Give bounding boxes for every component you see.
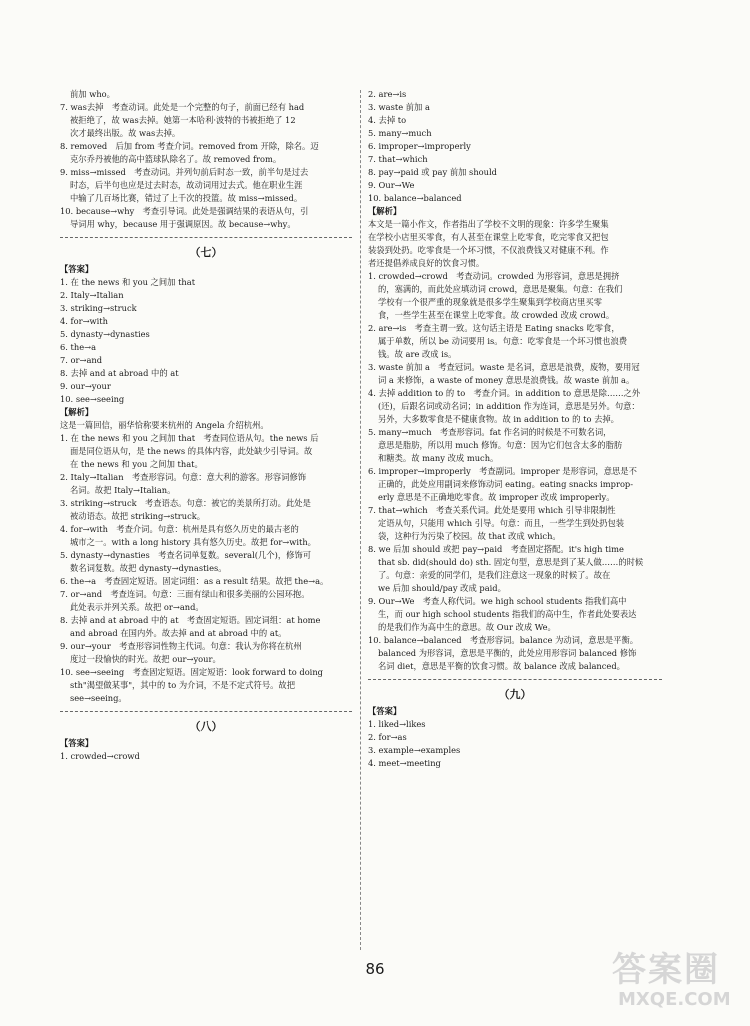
text-line: 7. or→and bbox=[60, 355, 103, 365]
text-line: we 后加 should/pay 改成 paid。 bbox=[378, 583, 506, 593]
text-line: 4. 去掉 to bbox=[368, 115, 407, 125]
text-line: 钱。故 are 改成 is。 bbox=[378, 349, 457, 359]
text-line: 本文是一篇小作文，作者指出了学校不文明的现象：许多学生聚集 bbox=[368, 219, 609, 229]
text-line: 被动语态。故把 striking→struck。 bbox=[70, 511, 206, 521]
text-line: 此处表示并列关系。故把 or→and。 bbox=[70, 602, 204, 612]
text-line: 面是同位语从句，是 the news 的具体内容，此处缺少引导词。故 bbox=[70, 446, 313, 456]
text-line: 1. 在 the news 和 you 之间加 that 考查同位语从句。the news 后 bbox=[60, 433, 319, 443]
text-line: 另外，大多数零食是不健康食物。故 in addition to 的 to 去掉。 bbox=[378, 414, 619, 424]
text-line: 8. pay→paid 或 pay 前加 should bbox=[368, 167, 497, 177]
text-line: and abroad 在国内外。故去掉 and at abroad 中的 at。 bbox=[70, 628, 287, 638]
text-line: 名词 diet，意思是平衡的饮食习惯。故 balance 改成 balanced。 bbox=[378, 661, 625, 671]
section-title: （九） bbox=[498, 688, 532, 701]
text-line: 生，而 our high school students 指我们的高中生，作者此处要表达 bbox=[378, 609, 637, 619]
text-line: 导词用 why，because 用于强调原因。故 because→why。 bbox=[70, 219, 296, 229]
text-line: 1. crowded→crowd 考查动词。crowded 为形容词，意思是拥挤 bbox=[368, 271, 620, 281]
text-line: 8. removed 后加 from 考查介词。removed from 开除，除名。迈 bbox=[60, 141, 319, 151]
text-line: 4. for→with bbox=[60, 316, 108, 326]
page-number: 86 bbox=[365, 960, 385, 978]
text-line: 6. improper→improperly bbox=[368, 141, 471, 151]
section-divider bbox=[368, 679, 662, 680]
text-line: that sb. did(should do) sth. 固定句型，意思是到了某人做……的时候 bbox=[378, 557, 644, 567]
text-line: 2. are→is 考查主谓一致。这句话主语是 Eating snacks 吃零食， bbox=[368, 323, 620, 333]
text-line: 在 the news 和 you 之间加 that。 bbox=[70, 459, 203, 469]
text-line: 和糖类。故 many 改成 much。 bbox=[378, 453, 499, 463]
text-line: 的是我们作为高中生的意思。故 Our 改成 We。 bbox=[378, 622, 556, 632]
text-line: 6. the→a 考查固定短语。固定词组：as a result 结果。故把 the→a。 bbox=[60, 576, 329, 586]
text-line: 7. that→which bbox=[368, 154, 428, 164]
text-line: 9. our→your 考查形容词性物主代词。句意：我认为你将在杭州 bbox=[60, 641, 302, 651]
text-line: erly 意思是不正确地吃零食。故 improper 改成 improperly。 bbox=[378, 492, 615, 502]
watermark-url: MXQE.COM bbox=[618, 989, 731, 1010]
text-line: 被拒绝了，故 was去掉。她第一本哈利·波特的书被拒绝了 12 bbox=[70, 115, 296, 125]
section-label: 【解析】 bbox=[60, 407, 94, 417]
text-line: 1. 在 the news 和 you 之间加 that bbox=[60, 277, 196, 287]
text-line: 前加 who。 bbox=[70, 89, 115, 99]
text-line: 学校有一个很严重的现象就是很多学生聚集到学校商店里买零 bbox=[378, 297, 603, 307]
text-line: 9. miss→missed 考查动词。并列句前后时态一致，前半句是过去 bbox=[60, 167, 309, 177]
text-line: 次才最终出版。故 was去掉。 bbox=[70, 128, 181, 138]
text-line: 5. dynasty→dynasties bbox=[60, 329, 150, 339]
text-line: 9. Our→We bbox=[368, 180, 415, 190]
text-line: 5. many→much bbox=[368, 128, 432, 138]
text-line: 9. our→your bbox=[60, 381, 111, 391]
text-line: 10. balance→balanced 考查形容词。balance 为动词，意思是平衡。 bbox=[368, 635, 639, 645]
section-title: （八） bbox=[189, 720, 223, 733]
watermark-logo bbox=[612, 950, 742, 1020]
text-line: 10. balance→balanced bbox=[368, 193, 462, 203]
column-divider bbox=[360, 90, 361, 950]
text-line: 4. for→with 考查介词。句意：杭州是具有悠久历史的最古老的 bbox=[60, 524, 299, 534]
text-line: 在学校小店里买零食，有人甚至在课堂上吃零食，吃完零食又把包 bbox=[368, 232, 609, 242]
section-label: 【答案】 bbox=[60, 738, 94, 748]
right-column bbox=[368, 88, 662, 770]
text-line: 5. dynasty→dynasties 考查名词单复数。several(几个)，修饰可 bbox=[60, 550, 312, 560]
section-title: （七） bbox=[189, 246, 223, 259]
text-line: 7. or→and 考查连词。句意：三面有绿山和很多美丽的公园环抱。 bbox=[60, 589, 310, 599]
text-line: 这是一篇回信，丽华恰称要来杭州的 Angela 介绍杭州。 bbox=[60, 420, 269, 430]
text-line: 5. many→much 考查形容词。fat 作名词的时候是不可数名词， bbox=[368, 427, 612, 437]
text-line: 2. are→is bbox=[368, 89, 407, 99]
text-line: 8. we 后加 should 或把 pay→paid 考查固定搭配。it's high time bbox=[368, 544, 624, 554]
text-line: 袋，这种行为污染了校园。故 that 改成 which。 bbox=[378, 531, 561, 541]
text-line: 8. 去掉 and at abroad 中的 at 考查固定短语。固定词组：at home bbox=[60, 615, 321, 625]
text-line: 2. for→as bbox=[368, 732, 407, 742]
text-line: 的，塞满的，而此处应填动词 crowd，意思是聚集。句意：在我们 bbox=[378, 284, 623, 294]
text-line: 4. meet→meeting bbox=[368, 758, 441, 768]
section-divider bbox=[60, 237, 352, 238]
text-line: 10. see→seeing 考查固定短语。固定短语：look forward to doing bbox=[60, 667, 323, 677]
text-line: 属于单数，所以 be 动词要用 is。句意：吃零食是一个坏习惯也浪费 bbox=[378, 336, 628, 346]
left-column bbox=[60, 88, 352, 763]
text-line: 10. because→why 考查引导词。此处是强调结果的表语从句，引 bbox=[60, 206, 309, 216]
text-line: 城市之一。with a long history 具有悠久历史。故把 for→with。 bbox=[70, 537, 316, 547]
text-line: 7. was去掉 考查动词。此处是一个完整的句子，前面已经有 had bbox=[60, 102, 305, 112]
text-line: 克尔乔丹被他的高中篮球队除名了。故 removed from。 bbox=[70, 154, 282, 164]
watermark-text: 答案圈 bbox=[612, 950, 720, 990]
section-label: 【解析】 bbox=[368, 206, 402, 216]
text-line: 食，一些学生甚至在课堂上吃零食。故 crowded 改成 crowd。 bbox=[378, 310, 615, 320]
text-line: 3. striking→struck 考查语态。句意：被它的美景所打动。此处是 bbox=[60, 498, 311, 508]
text-line: 7. that→which 考查关系代词。此处是要用 which 引导非限制性 bbox=[368, 505, 616, 515]
text-line: 意思是脂肪，所以用 much 修饰。句意：因为它们包含太多的脂肪 bbox=[378, 440, 623, 450]
text-line: 1. crowded→crowd bbox=[60, 751, 140, 761]
text-line: sth"渴望做某事"，其中的 to 为介词，不是不定式符号。故把 bbox=[70, 680, 296, 690]
text-line: 正确的，此处应用副词来修饰动词 eating。eating snacks improp- bbox=[378, 479, 634, 489]
text-line: (还)，后跟名词或动名词；in addition 作为连词，意思是另外。句意： bbox=[378, 401, 640, 411]
text-line: 词 a 来修饰，a waste of money 意思是浪费钱。故 waste 前加 a。 bbox=[378, 375, 635, 385]
text-line: 2. Italy→Italian 考查形容词。句意：意大利的游客。形容词修饰 bbox=[60, 472, 307, 482]
text-line: 4. 去掉 addition to 的 to 考查介词。in addition to 意思是除……之外 bbox=[368, 388, 641, 398]
text-line: 1. liked→likes bbox=[368, 719, 426, 729]
text-line: 3. striking→struck bbox=[60, 303, 137, 313]
text-line: 了。句意：亲爱的同学们，是我们注意这一现象的时候了。故在 bbox=[378, 570, 611, 580]
text-line: 名词。故把 Italy→Italian。 bbox=[70, 485, 176, 495]
text-line: 3. example→examples bbox=[368, 745, 461, 755]
text-line: 6. the→a bbox=[60, 342, 97, 352]
text-line: 中输了几百场比赛，错过了上千次的投篮。故 miss→missed。 bbox=[70, 193, 303, 203]
text-line: 度过一段愉快的时光。故把 our→your。 bbox=[70, 654, 221, 664]
text-line: 8. 去掉 and at abroad 中的 at bbox=[60, 368, 179, 378]
text-line: 3. waste 前加 a 考查冠词。waste 是名词，意思是浪费，废物，要用冠 bbox=[368, 362, 640, 372]
section-label: 【答案】 bbox=[368, 706, 402, 716]
text-line: 定语从句，只能用 which 引导。句意：而且，一些学生到处扔包装 bbox=[378, 518, 625, 528]
text-line: balanced 为形容词，意思是平衡的，此处应用形容词 balanced 修饰 bbox=[378, 648, 637, 658]
section-divider bbox=[60, 711, 352, 712]
text-line: 2. Italy→Italian bbox=[60, 290, 124, 300]
text-line: 数名词复数。故把 dynasty→dynasties。 bbox=[70, 563, 227, 573]
section-label: 【答案】 bbox=[60, 264, 94, 274]
text-line: 时态，后半句也应是过去时态，故动词用过去式。他在职业生涯 bbox=[70, 180, 303, 190]
text-line: 装袋到处扔。吃零食是一个坏习惯，不仅浪费钱又对健康不利。作 bbox=[368, 245, 609, 255]
text-line: 10. see→seeing bbox=[60, 394, 125, 404]
text-line: 3. waste 前加 a bbox=[368, 102, 430, 112]
text-line: 者还提倡养成良好的饮食习惯。 bbox=[368, 258, 485, 268]
text-line: 6. improper→improperly 考查副词。improper 是形容词，意思是不 bbox=[368, 466, 637, 476]
text-line: see→seeing。 bbox=[70, 693, 127, 703]
text-line: 9. Our→We 考查人称代词。we high school students 指我们高中 bbox=[368, 596, 627, 606]
